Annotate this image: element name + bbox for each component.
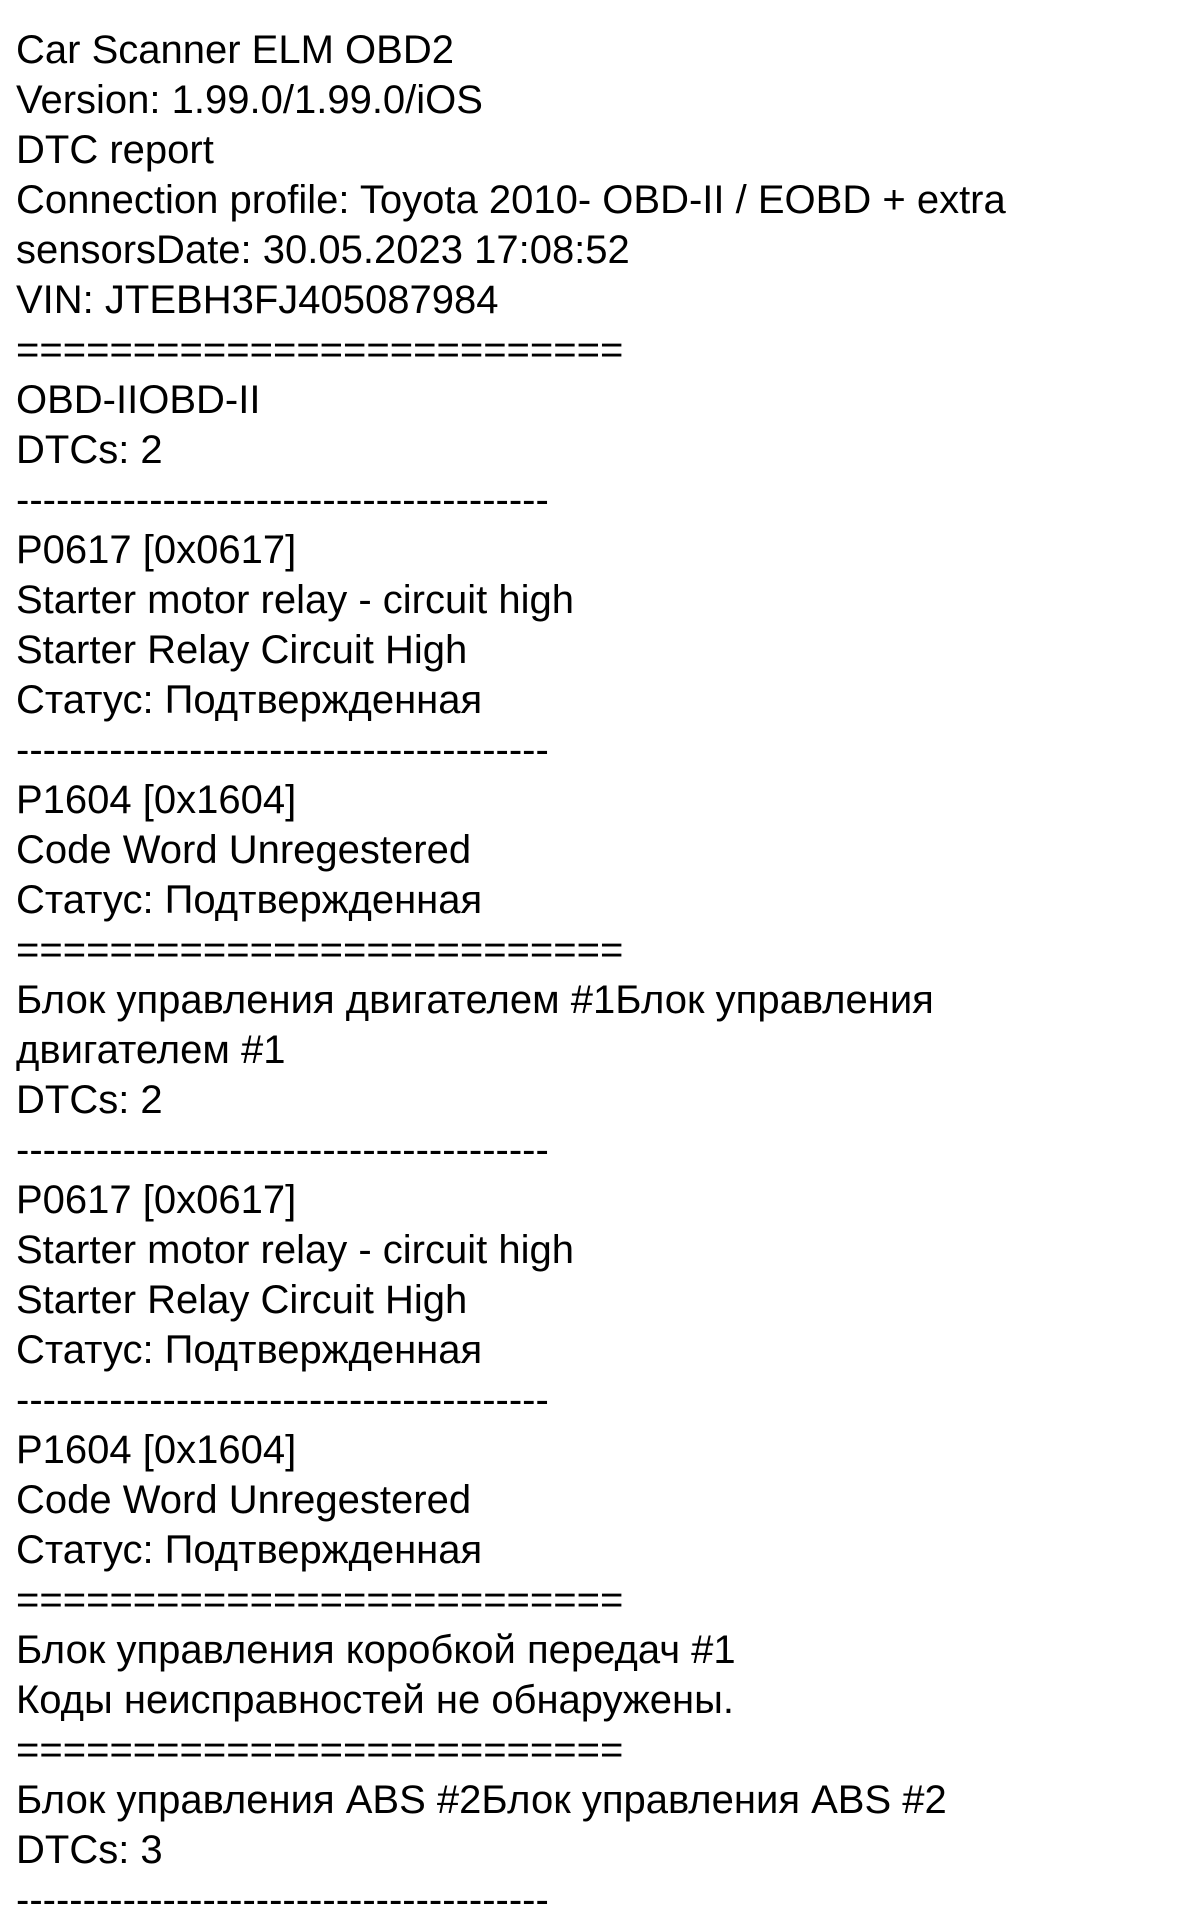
report-line: DTCs: 3 bbox=[16, 1828, 163, 1872]
report-line: Starter Relay Circuit High bbox=[16, 1278, 468, 1322]
separator-dashes-line: ---------------------------------------- bbox=[16, 728, 549, 772]
report-line: Блок управления ABS #2Блок управления ABS #2 bbox=[16, 1778, 947, 1822]
report-line: двигателем #1 bbox=[16, 1028, 286, 1072]
report-line: P0617 [0x0617] bbox=[16, 1178, 297, 1222]
report-line: VIN: JTEBH3FJ405087984 bbox=[16, 278, 499, 322]
separator-dashes-line: ---------------------------------------- bbox=[16, 478, 549, 522]
report-line: P1604 [0x1604] bbox=[16, 1428, 297, 1472]
report-line: DTCs: 2 bbox=[16, 1078, 163, 1122]
separator-equals-line: ========================== bbox=[16, 928, 624, 972]
separator-equals-line: ========================== bbox=[16, 328, 624, 372]
report-line: Code Word Unregestered bbox=[16, 1478, 472, 1522]
separator-dashes-line: ---------------------------------------- bbox=[16, 1378, 549, 1422]
report-line: Статус: Подтвержденная bbox=[16, 1528, 483, 1572]
separator-equals-line: ========================== bbox=[16, 1728, 624, 1772]
report-line: Car Scanner ELM OBD2 bbox=[16, 28, 454, 72]
report-line: OBD-IIOBD-II bbox=[16, 378, 261, 422]
report-line: Статус: Подтвержденная bbox=[16, 678, 483, 722]
separator-dashes-line: ---------------------------------------- bbox=[16, 1878, 549, 1917]
report-line: Code Word Unregestered bbox=[16, 828, 472, 872]
report-line: sensorsDate: 30.05.2023 17:08:52 bbox=[16, 228, 630, 272]
report-line: Статус: Подтвержденная bbox=[16, 878, 483, 922]
report-line: DTC report bbox=[16, 128, 214, 172]
separator-equals-line: ========================== bbox=[16, 1578, 624, 1622]
report-line: DTCs: 2 bbox=[16, 428, 163, 472]
report-line: Starter motor relay - circuit high bbox=[16, 578, 574, 622]
report-line: Starter motor relay - circuit high bbox=[16, 1228, 574, 1272]
report-line: Connection profile: Toyota 2010- OBD-II / EOBD + extra bbox=[16, 178, 1006, 222]
report-line: Коды неисправностей не обнаружены. bbox=[16, 1678, 735, 1722]
report-line: Блок управления двигателем #1Блок управления bbox=[16, 978, 934, 1022]
separator-dashes-line: ---------------------------------------- bbox=[16, 1128, 549, 1172]
report-line: Version: 1.99.0/1.99.0/iOS bbox=[16, 78, 483, 122]
report-line: P1604 [0x1604] bbox=[16, 778, 297, 822]
report-line: P0617 [0x0617] bbox=[16, 528, 297, 572]
report-line: Starter Relay Circuit High bbox=[16, 628, 468, 672]
report-line: Статус: Подтвержденная bbox=[16, 1328, 483, 1372]
report-line: Блок управления коробкой передач #1 bbox=[16, 1628, 736, 1672]
